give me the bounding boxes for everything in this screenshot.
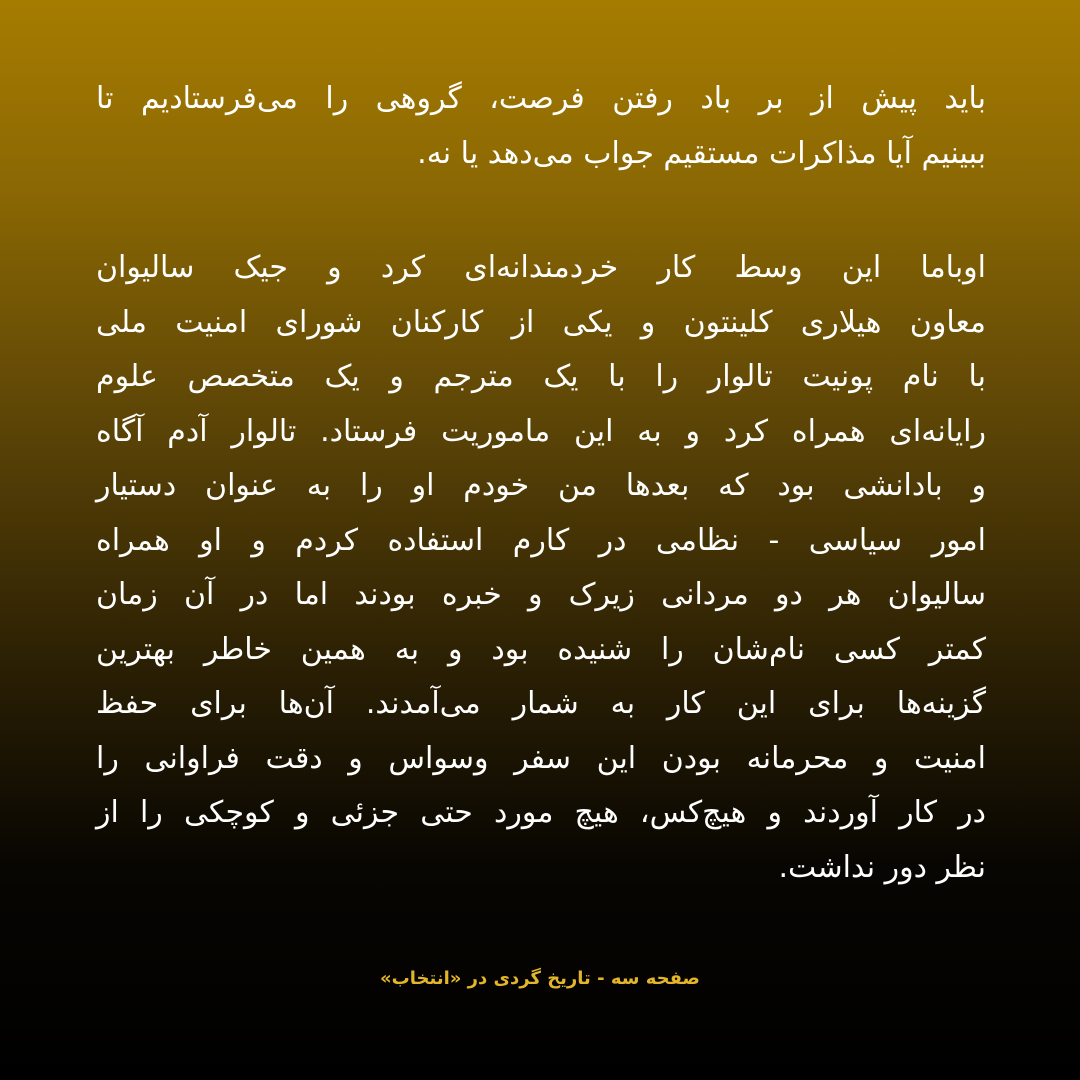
text-line: اوباما این وسط کار خردمندانه‌ای کرد و جیک سالیوان xyxy=(96,250,986,285)
text-line: و بادانشی بود که بعدها من خودم او را به عنوان دستیار xyxy=(96,468,986,503)
text-line: معاون هیلاری کلینتون و یکی از کارکنان شورای امنیت ملی xyxy=(96,304,986,340)
text-line: باید پیش از بر باد رفتن فرصت، گروهی را می‌فرستادیم تا xyxy=(96,81,986,116)
text-line: سالیوان هر دو مردانی زیرک و خبره بودند اما در آن زمان xyxy=(96,577,986,612)
text-line: امور سیاسی - نظامی در کارم استفاده کردم و او همراه xyxy=(96,522,986,558)
text-line: ببینیم آیا مذاکرات مستقیم جواب می‌دهد یا نه. xyxy=(417,135,986,171)
paragraph-2 xyxy=(96,241,986,895)
text-line: گزینه‌ها برای این کار به شمار می‌آمدند. آن‌ها برای حفظ xyxy=(96,686,986,721)
text-line: در کار آوردند و هیچ‌کس، هیچ مورد حتی جزئی و کوچکی را از xyxy=(96,795,986,830)
text-line: کمتر کسی نام‌شان را شنیده بود و به همین خاطر بهترین xyxy=(96,631,986,667)
paragraph-1 xyxy=(96,72,986,181)
page-footer: صفحه سه - تاریخ گردی در «انتخاب» xyxy=(380,968,700,989)
text-line: با نام پونیت تالوار را با یک مترجم و یک متخصص علوم xyxy=(96,359,986,394)
text-line: امنیت و محرمانه بودن این سفر وسواس و دقت فراوانی را xyxy=(96,740,986,776)
text-line: رایانه‌ای همراه کرد و به این ماموریت فرستاد. تالوار آدم آگاه xyxy=(96,413,986,449)
text-line: نظر دور نداشت. xyxy=(778,849,986,885)
